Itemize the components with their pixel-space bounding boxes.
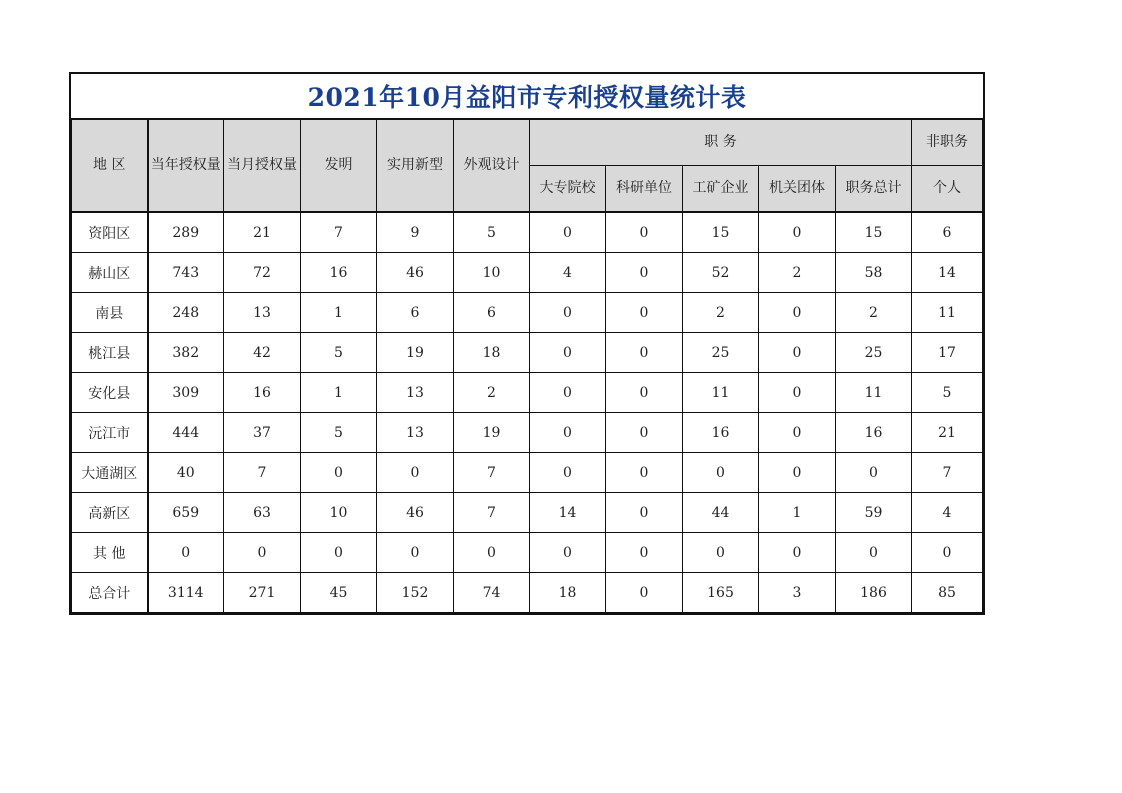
value-cell: 0 bbox=[912, 533, 983, 573]
value-cell: 289 bbox=[148, 212, 224, 253]
value-cell: 74 bbox=[454, 573, 530, 613]
table-row bbox=[72, 212, 983, 253]
value-cell: 0 bbox=[530, 453, 606, 493]
value-cell: 5 bbox=[301, 413, 377, 453]
value-cell: 21 bbox=[224, 212, 301, 253]
value-cell: 42 bbox=[224, 333, 301, 373]
header-government-bodies: 机关团体 bbox=[759, 166, 836, 213]
value-cell: 13 bbox=[377, 413, 454, 453]
region-cell: 大通湖区 bbox=[72, 453, 148, 493]
header-year-total: 当年授权量 bbox=[148, 120, 224, 213]
value-cell: 85 bbox=[912, 573, 983, 613]
value-cell: 15 bbox=[683, 212, 759, 253]
value-cell: 14 bbox=[912, 253, 983, 293]
value-cell: 7 bbox=[301, 212, 377, 253]
value-cell: 0 bbox=[530, 293, 606, 333]
value-cell: 2 bbox=[836, 293, 912, 333]
header-universities: 大专院校 bbox=[530, 166, 606, 213]
region-cell: 其 他 bbox=[72, 533, 148, 573]
value-cell: 0 bbox=[836, 453, 912, 493]
value-cell: 11 bbox=[912, 293, 983, 333]
value-cell: 0 bbox=[530, 413, 606, 453]
value-cell: 3 bbox=[759, 573, 836, 613]
value-cell: 2 bbox=[759, 253, 836, 293]
value-cell: 14 bbox=[530, 493, 606, 533]
value-cell: 11 bbox=[683, 373, 759, 413]
value-cell: 0 bbox=[454, 533, 530, 573]
region-cell: 赫山区 bbox=[72, 253, 148, 293]
value-cell: 46 bbox=[377, 253, 454, 293]
value-cell: 63 bbox=[224, 493, 301, 533]
value-cell: 52 bbox=[683, 253, 759, 293]
value-cell: 11 bbox=[836, 373, 912, 413]
value-cell: 0 bbox=[606, 413, 683, 453]
header-service-total: 职务总计 bbox=[836, 166, 912, 213]
value-cell: 9 bbox=[377, 212, 454, 253]
value-cell: 2 bbox=[683, 293, 759, 333]
value-cell: 5 bbox=[301, 333, 377, 373]
value-cell: 0 bbox=[530, 373, 606, 413]
value-cell: 0 bbox=[148, 533, 224, 573]
value-cell: 44 bbox=[683, 493, 759, 533]
header-invention: 发明 bbox=[301, 120, 377, 213]
value-cell: 6 bbox=[454, 293, 530, 333]
region-cell: 沅江市 bbox=[72, 413, 148, 453]
value-cell: 4 bbox=[530, 253, 606, 293]
table-row bbox=[72, 573, 983, 613]
header-research-institutes: 科研单位 bbox=[606, 166, 683, 213]
header-individual: 个人 bbox=[912, 166, 983, 213]
value-cell: 7 bbox=[454, 493, 530, 533]
value-cell: 1 bbox=[759, 493, 836, 533]
value-cell: 16 bbox=[683, 413, 759, 453]
value-cell: 7 bbox=[912, 453, 983, 493]
value-cell: 1 bbox=[301, 293, 377, 333]
region-cell: 资阳区 bbox=[72, 212, 148, 253]
value-cell: 10 bbox=[454, 253, 530, 293]
region-cell: 安化县 bbox=[72, 373, 148, 413]
value-cell: 0 bbox=[606, 453, 683, 493]
value-cell: 15 bbox=[836, 212, 912, 253]
value-cell: 13 bbox=[224, 293, 301, 333]
value-cell: 7 bbox=[224, 453, 301, 493]
value-cell: 0 bbox=[836, 533, 912, 573]
value-cell: 382 bbox=[148, 333, 224, 373]
value-cell: 25 bbox=[836, 333, 912, 373]
value-cell: 19 bbox=[454, 413, 530, 453]
value-cell: 152 bbox=[377, 573, 454, 613]
value-cell: 37 bbox=[224, 413, 301, 453]
value-cell: 2 bbox=[454, 373, 530, 413]
value-cell: 4 bbox=[912, 493, 983, 533]
value-cell: 6 bbox=[912, 212, 983, 253]
value-cell: 16 bbox=[301, 253, 377, 293]
table-row bbox=[72, 253, 983, 293]
header-design: 外观设计 bbox=[454, 120, 530, 213]
value-cell: 7 bbox=[454, 453, 530, 493]
header-utility-model: 实用新型 bbox=[377, 120, 454, 213]
value-cell: 21 bbox=[912, 413, 983, 453]
value-cell: 0 bbox=[759, 293, 836, 333]
table-row bbox=[72, 533, 983, 573]
value-cell: 309 bbox=[148, 373, 224, 413]
patent-statistics-sheet bbox=[69, 72, 985, 615]
value-cell: 59 bbox=[836, 493, 912, 533]
value-cell: 0 bbox=[530, 533, 606, 573]
header-region: 地 区 bbox=[72, 120, 148, 213]
header-month-total: 当月授权量 bbox=[224, 120, 301, 213]
value-cell: 72 bbox=[224, 253, 301, 293]
value-cell: 0 bbox=[759, 373, 836, 413]
region-cell: 高新区 bbox=[72, 493, 148, 533]
table-row bbox=[72, 333, 983, 373]
region-cell: 桃江县 bbox=[72, 333, 148, 373]
value-cell: 0 bbox=[606, 212, 683, 253]
value-cell: 0 bbox=[606, 533, 683, 573]
region-cell: 南县 bbox=[72, 293, 148, 333]
value-cell: 0 bbox=[683, 453, 759, 493]
value-cell: 0 bbox=[759, 212, 836, 253]
header-non-service-group: 非职务 bbox=[912, 120, 983, 166]
value-cell: 58 bbox=[836, 253, 912, 293]
value-cell: 18 bbox=[530, 573, 606, 613]
value-cell: 248 bbox=[148, 293, 224, 333]
value-cell: 659 bbox=[148, 493, 224, 533]
value-cell: 10 bbox=[301, 493, 377, 533]
value-cell: 18 bbox=[454, 333, 530, 373]
value-cell: 5 bbox=[454, 212, 530, 253]
value-cell: 0 bbox=[759, 453, 836, 493]
value-cell: 0 bbox=[606, 333, 683, 373]
value-cell: 0 bbox=[606, 373, 683, 413]
value-cell: 6 bbox=[377, 293, 454, 333]
table-body bbox=[72, 212, 983, 613]
value-cell: 16 bbox=[224, 373, 301, 413]
value-cell: 3114 bbox=[148, 573, 224, 613]
value-cell: 0 bbox=[759, 333, 836, 373]
table-title: 2021年10月益阳市专利授权量统计表 bbox=[71, 74, 983, 119]
value-cell: 0 bbox=[759, 533, 836, 573]
value-cell: 0 bbox=[377, 533, 454, 573]
value-cell: 1 bbox=[301, 373, 377, 413]
value-cell: 19 bbox=[377, 333, 454, 373]
value-cell: 40 bbox=[148, 453, 224, 493]
table-row bbox=[72, 373, 983, 413]
header-service-group: 职 务 bbox=[530, 120, 912, 166]
region-cell: 总合计 bbox=[72, 573, 148, 613]
value-cell: 5 bbox=[912, 373, 983, 413]
value-cell: 25 bbox=[683, 333, 759, 373]
value-cell: 0 bbox=[606, 573, 683, 613]
value-cell: 17 bbox=[912, 333, 983, 373]
value-cell: 0 bbox=[606, 253, 683, 293]
value-cell: 271 bbox=[224, 573, 301, 613]
table-row bbox=[72, 453, 983, 493]
value-cell: 0 bbox=[606, 293, 683, 333]
value-cell: 0 bbox=[683, 533, 759, 573]
value-cell: 45 bbox=[301, 573, 377, 613]
value-cell: 13 bbox=[377, 373, 454, 413]
value-cell: 0 bbox=[759, 413, 836, 453]
header-industrial-enterprises: 工矿企业 bbox=[683, 166, 759, 213]
value-cell: 0 bbox=[301, 453, 377, 493]
table-row bbox=[72, 293, 983, 333]
value-cell: 186 bbox=[836, 573, 912, 613]
value-cell: 0 bbox=[530, 333, 606, 373]
patent-table bbox=[71, 119, 983, 613]
value-cell: 0 bbox=[377, 453, 454, 493]
value-cell: 0 bbox=[606, 493, 683, 533]
table-row bbox=[72, 413, 983, 453]
value-cell: 46 bbox=[377, 493, 454, 533]
value-cell: 16 bbox=[836, 413, 912, 453]
value-cell: 0 bbox=[301, 533, 377, 573]
value-cell: 165 bbox=[683, 573, 759, 613]
value-cell: 0 bbox=[224, 533, 301, 573]
value-cell: 444 bbox=[148, 413, 224, 453]
table-row bbox=[72, 493, 983, 533]
value-cell: 743 bbox=[148, 253, 224, 293]
value-cell: 0 bbox=[530, 212, 606, 253]
